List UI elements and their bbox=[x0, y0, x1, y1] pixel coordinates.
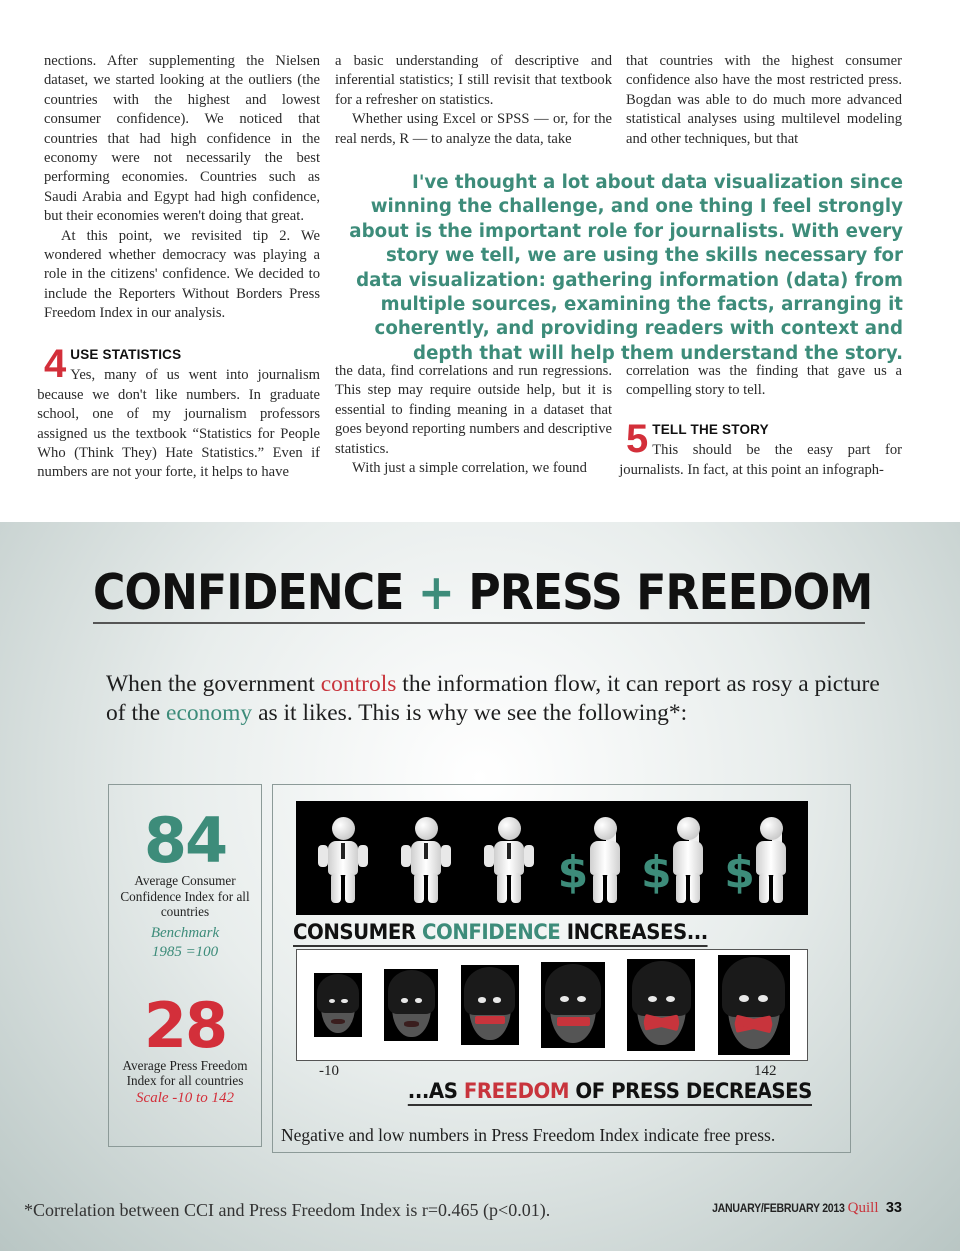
article-column-2 bbox=[335, 52, 612, 149]
article-column-1 bbox=[44, 52, 320, 324]
title-press-freedom: PRESS FREEDOM bbox=[468, 564, 873, 621]
infographic-panel bbox=[0, 522, 960, 1251]
title-confidence: CONFIDENCE bbox=[93, 564, 404, 621]
caption-text: ...AS bbox=[407, 1079, 464, 1103]
paragraph: Whether using Excel or SPSS — or, for the real nerds, R — to analyze the data, take bbox=[335, 111, 612, 147]
infographic-subtitle bbox=[106, 670, 886, 727]
cci-average-value: 84 bbox=[143, 804, 227, 877]
scale-low-label: -10 bbox=[319, 1063, 339, 1079]
illustration-box bbox=[272, 784, 851, 1153]
figure-strip bbox=[296, 801, 808, 915]
pfi-scale-note: Scale -10 to 142 bbox=[136, 1089, 234, 1106]
article-column-3 bbox=[626, 52, 902, 149]
section-title: TELL THE STORY bbox=[652, 421, 769, 437]
figure-icon bbox=[391, 815, 463, 915]
subtitle-text: the information flow, it can report as rosy a picture of the bbox=[106, 671, 880, 726]
pfi-average-value: 28 bbox=[143, 988, 227, 1062]
cci-benchmark-note: Benchmark 1985 =100 bbox=[150, 924, 220, 960]
scale-high-label: 142 bbox=[754, 1063, 777, 1079]
paragraph: At this point, we revisited tip 2. We wondered whether democracy was playing a role in the citizens' confidence. We decided to include the Reporters Without Borders Press Freedom Index in our analysis. bbox=[44, 227, 320, 322]
stats-box bbox=[108, 784, 262, 1147]
title-plus: + bbox=[417, 564, 454, 621]
page-folio bbox=[694, 1200, 902, 1217]
section-number: 4 bbox=[44, 342, 67, 386]
pull-quote: I've thought a lot about data visualization since winning the challenge, and one thing I feel strongly about is the important role for journalists. With every story we tell, we are using the skills necessary for data visualization: gathering information (data) from multiple sources, examining the facts, arranging it coherently, and providing readers with context and depth that will help them understand the story. bbox=[349, 172, 903, 364]
gagged-face-icon bbox=[461, 965, 519, 1045]
footnote: *Correlation between CCI and Press Freedom Index is r=0.465 (p<0.01). bbox=[24, 1200, 551, 1220]
section-5 bbox=[619, 416, 902, 480]
cci-average-label: Average Consumer Confidence Index for all countries bbox=[120, 873, 250, 919]
paragraph: that countries with the highest consumer confidence also have the most restricted press. Bogdan was able to do much more advanced statistical analyses using multilevel modeling and other techniques, but that bbox=[626, 53, 902, 147]
press-freedom-caption bbox=[408, 1079, 812, 1106]
paragraph: This should be the easy part for journalists. In fact, at this point an infograph- bbox=[619, 442, 902, 478]
caption-highlight-confidence: CONFIDENCE bbox=[422, 920, 561, 944]
paragraph: nections. After supplementing the Nielsen dataset, we started looking at the outliers (the countries with the highest and lowest consumer confidence). We noticed that countries that had high confidence in the economy were not necessarily the best performing economies. Countries such as Saudi Arabia and Egypt had high confidence, but their economies weren't doing that great. bbox=[44, 53, 320, 225]
taped-face-icon bbox=[718, 955, 790, 1055]
figure-icon bbox=[474, 815, 546, 915]
infographic-title bbox=[93, 564, 872, 621]
paragraph: correlation was the finding that gave us a compelling story to tell. bbox=[626, 363, 902, 399]
figure-icon bbox=[308, 815, 380, 915]
face-icon bbox=[384, 969, 438, 1041]
title-rule bbox=[93, 622, 865, 624]
section-title: USE STATISTICS bbox=[70, 347, 182, 362]
section-4 bbox=[37, 342, 320, 483]
pfi-average-label: Average Press Freedom Index for all countries bbox=[122, 1057, 248, 1088]
paragraph: a basic understanding of descriptive and inferential statistics; I still revisit that textbook for a refresher on statistics. bbox=[335, 53, 612, 108]
caption-text: OF PRESS DECREASES bbox=[569, 1079, 812, 1103]
thumbs-up-dollar-figure-icon: $ bbox=[558, 815, 630, 915]
article-column-3-lower bbox=[619, 362, 902, 480]
taped-face-icon bbox=[627, 959, 695, 1051]
thumbs-up-dollar-figure-icon: $ bbox=[641, 815, 713, 915]
consumer-confidence-caption bbox=[293, 920, 708, 947]
section-number: 5 bbox=[626, 416, 649, 461]
caption-highlight-freedom: FREEDOM bbox=[463, 1079, 570, 1103]
page-number: 33 bbox=[885, 1200, 902, 1216]
article-column-2-lower bbox=[335, 362, 612, 478]
caption-text: INCREASES... bbox=[560, 920, 708, 944]
paragraph: With just a simple correlation, we found bbox=[352, 460, 587, 477]
gagged-face-icon bbox=[541, 962, 605, 1048]
subtitle-highlight-controls: controls bbox=[320, 671, 397, 697]
magazine-name: Quill bbox=[847, 1200, 879, 1216]
paragraph: Yes, many of us went into journalism because we don't like numbers. In graduate school, one of my journalism professors assigned us the textbook “Statistics for People Who (Think They) Hate Statistics.” Even if numbers are not your forte, it helps to have bbox=[37, 367, 320, 481]
face-strip bbox=[296, 949, 808, 1061]
issue-date: JANUARY/FEBRUARY 2013 bbox=[711, 1201, 845, 1215]
paragraph: the data, find correlations and run regressions. This step may require outside help, but it is essential to finding meaning in a dataset that goes beyond reporting numbers and descriptive statistics. bbox=[335, 363, 612, 457]
face-icon bbox=[314, 973, 362, 1037]
section-heading bbox=[37, 342, 320, 483]
thumbs-up-dollar-figure-icon: $ bbox=[724, 815, 796, 915]
subtitle-highlight-economy: economy bbox=[166, 699, 253, 726]
press-freedom-note: Negative and low numbers in Press Freedom Index indicate free press. bbox=[281, 1125, 776, 1145]
caption-text: CONSUMER bbox=[293, 920, 423, 944]
subtitle-text: When the government bbox=[106, 671, 321, 697]
subtitle-text: as it likes. This is why we see the following*: bbox=[252, 699, 688, 726]
